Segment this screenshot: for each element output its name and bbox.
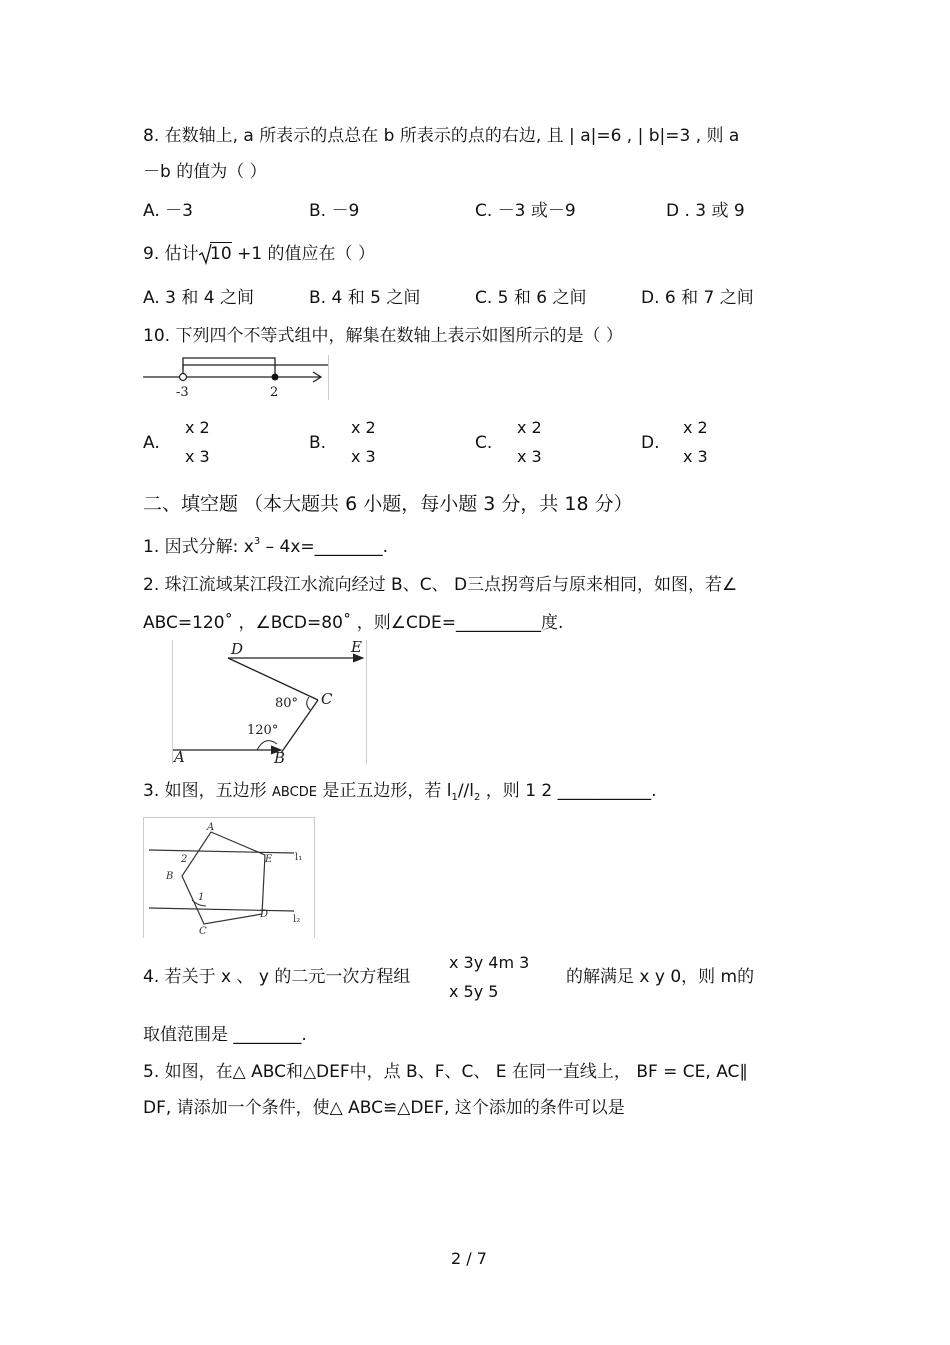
f3-label-c: C [199, 926, 207, 937]
f1-line [143, 536, 389, 557]
axis-label-neg3: -3 [176, 385, 189, 400]
f4-eq-bottom: x 5y 5 [449, 982, 499, 1001]
q8-line2: －b 的值为（ ） [143, 162, 267, 182]
f2-angle-120: 120° [247, 723, 279, 738]
q10-option-c-top: x 2 [517, 418, 542, 437]
f2-label-d: D [231, 640, 244, 658]
q10-option-c-bottom: x 3 [517, 447, 542, 466]
q9-suffix: +1 的值应在（ ） [237, 244, 375, 264]
f2-line1: 2. 珠江流域某江段江水流向经过 B、C、 D三点拐弯后与原来相同，如图，若∠ [143, 575, 738, 595]
f3-angle-1: 1 [198, 892, 205, 903]
q10-option-b-bottom: x 3 [351, 447, 376, 466]
q8-line1: 8. 在数轴上, a 所表示的点总在 b 所表示的点的右边, 且 | a|=6 , | b|=3 , 则 a [143, 126, 740, 146]
f4-line2: 取值范围是 ________. [143, 1025, 307, 1045]
closed-point-icon [272, 374, 279, 381]
f5-line2: DF, 请添加一个条件，使△ ABC≌△DEF, 这个添加的条件可以是 [143, 1098, 625, 1118]
q10-option-c-label: C. [475, 433, 493, 453]
open-point-icon [180, 374, 187, 381]
f2-line2: ABC=120˚ ，∠BCD=80˚ ，则∠CDE=__________度. [143, 613, 564, 633]
f3-label-l1: l₁ [295, 852, 303, 863]
q10-option-a-label: A. [143, 433, 160, 453]
q10-option-d-bottom: x 3 [683, 447, 708, 466]
f3-label-l2: l₂ [293, 914, 301, 925]
f2-angle-80: 80° [275, 696, 299, 711]
q9-option-c: C. 5 和 6 之间 [475, 288, 587, 308]
q8-option-a: A. －3 [143, 201, 193, 221]
f5-line1: 5. 如图，在△ ABC和△DEF中，点 B、F、C、 E 在同一直线上， BF = CE, AC∥ [143, 1062, 748, 1082]
q10-option-a-bottom: x 3 [185, 447, 210, 466]
q10-option-b-label: B. [309, 433, 327, 453]
f2-label-c: C [321, 690, 333, 708]
f3-post: ，则 1 2 ___________. [480, 781, 657, 801]
f3-label-a: A [207, 822, 215, 833]
f2-river-figure [172, 640, 367, 764]
q9-option-a: A. 3 和 4 之间 [143, 288, 254, 308]
q10-text: 10. 下列四个不等式组中，解集在数轴上表示如图所示的是（ ） [143, 326, 623, 346]
page-number: 2 / 7 [451, 1249, 487, 1268]
q8-option-c: C. －3 或－9 [475, 201, 576, 221]
q10-option-a-top: x 2 [185, 418, 210, 437]
f4-post: 的解满足 x y 0，则 m的 [566, 967, 755, 987]
f3-pentagon-figure [143, 817, 315, 938]
f3-sub1: 1 [451, 792, 458, 803]
f1-pre: 1. 因式分解: x [143, 537, 254, 557]
section-2-title: 二、填空题 （本大题共 6 小题，每小题 3 分，共 18 分） [143, 493, 633, 515]
f3-label-d: D [260, 909, 269, 920]
q8-option-d: D . 3 或 9 [666, 201, 745, 221]
f3-label-e: E [265, 854, 273, 865]
f3-angle-2: 2 [181, 854, 188, 865]
sqrt-symbol [210, 246, 232, 263]
f2-label-b: B [274, 749, 286, 764]
f2-label-e: E [351, 640, 362, 656]
q10-option-d-top: x 2 [683, 418, 708, 437]
q9-option-b: B. 4 和 5 之间 [309, 288, 421, 308]
q10-option-d-label: D. [641, 433, 660, 453]
f4-pre: 4. 若关于 x 、 y 的二元一次方程组 [143, 967, 411, 987]
f3-name: ABCDE [272, 785, 317, 800]
f3-pre: 3. 如图，五边形 [143, 781, 273, 801]
q10-number-line-figure [143, 355, 329, 400]
f1-post: – 4x=________. [260, 537, 389, 557]
radical-sign-icon [198, 243, 212, 265]
f3-mid: 是正五边形，若 l [316, 781, 452, 801]
q9-option-d: D. 6 和 7 之间 [641, 288, 754, 308]
q8-option-b: B. －9 [309, 201, 360, 221]
f3-line [143, 781, 657, 803]
f3-label-b: B [166, 871, 174, 882]
f2-label-a: A [174, 748, 185, 764]
axis-label-2: 2 [270, 385, 279, 400]
q9-radicand: 10 [210, 244, 232, 264]
q9-line [143, 246, 375, 263]
f4-eq-top: x 3y 4m 3 [449, 953, 530, 972]
q9-prefix: 9. 估计 [143, 244, 199, 264]
f3-sub2: 2 [474, 792, 481, 803]
q10-option-b-top: x 2 [351, 418, 376, 437]
f3-mid2: //l [457, 781, 475, 801]
f1-sup: 3 [253, 536, 261, 547]
